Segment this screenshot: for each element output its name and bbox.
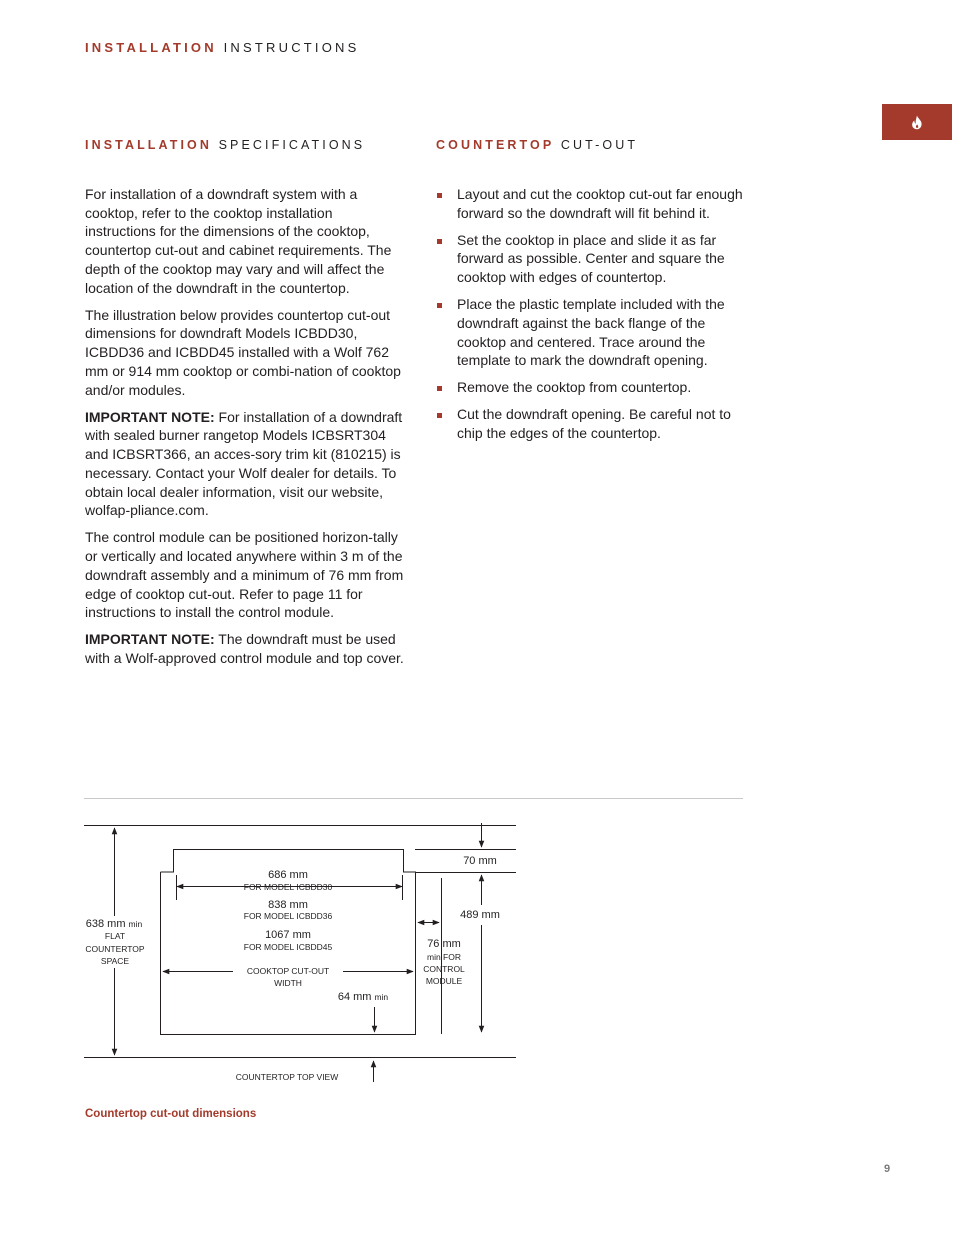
- bullet-square-icon: [437, 239, 442, 244]
- note-text: The downdraft must be used with a Wolf-approved control module and top cover.: [85, 631, 404, 667]
- section-title-specifications: [85, 138, 365, 152]
- step-list: [436, 185, 756, 443]
- dim-value: 64 mm: [337, 991, 372, 1003]
- flat-space-label: FLAT: [104, 931, 126, 941]
- list-item: [436, 378, 756, 397]
- cutout-width-label: COOKTOP CUT-OUT: [246, 966, 330, 976]
- paragraph: The illustration below provides countertop cut-out dimensions for downdraft Models ICBDD30, ICBDD36 and ICBDD45 installed with a Wolf 762 mm or 914 mm cooktop or combi-nation of cooktop and/or modules.: [85, 306, 401, 398]
- dim-label-686: 686 mm: [268, 869, 308, 881]
- model-label-36: FOR MODEL ICBDD36: [243, 911, 333, 921]
- model-label-30: FOR MODEL ICBDD30: [243, 882, 333, 892]
- page-number: 9: [884, 1163, 891, 1175]
- specifications-body: [85, 185, 407, 676]
- dim-label-70: 70 mm: [463, 855, 497, 867]
- header-rest: INSTRUCTIONS: [216, 40, 360, 55]
- note-text: For installation of a downdraft with sealed burner rangetop Models ICBSRT304 and ICBSRT366, an acces-sory trim kit (810215) is necessary. Contact your Wolf dealer for details. To obtain local dealer information, visit our website, wolfap-pliance.com.: [85, 408, 403, 519]
- list-item-text: Set the cooktop in place and slide it as far forward as possible. Center and square the cooktop with edges of countertop.: [457, 231, 725, 286]
- cutout-steps: [436, 185, 756, 451]
- flame-icon: [911, 115, 923, 130]
- model-label-45: FOR MODEL ICBDD45: [243, 942, 333, 952]
- list-item-text: Layout and cut the cooktop cut-out far enough forward so the downdraft will fit behind it.: [457, 186, 743, 221]
- section-title-rest: CUT-OUT: [554, 138, 639, 152]
- section-title-rest: SPECIFICATIONS: [212, 138, 366, 152]
- running-header: [85, 40, 360, 55]
- list-item: [436, 295, 756, 370]
- section-tab: [882, 104, 952, 140]
- list-item-text: Remove the cooktop from countertop.: [457, 379, 692, 396]
- paragraph: The control module can be positioned horizon-tally or vertically and located anywhere within 3 m of the downdraft assembly and a minimum of 76 mm from edge of cooktop cut-out. Refer to page 11 for instructions to install the control module.: [85, 529, 404, 621]
- paragraph: For installation of a downdraft system with a cooktop, refer to the cooktop installation instructions for the dimensions of the cooktop, countertop cut-out and cabinet requirements. The depth of the cooktop may vary and will affect the location of the downdraft in the countertop.: [85, 186, 392, 296]
- important-note: [85, 408, 407, 520]
- dim-min: min: [374, 992, 389, 1002]
- dim-label-638: [86, 918, 143, 930]
- list-item: [436, 185, 756, 222]
- note-label: IMPORTANT NOTE:: [85, 631, 215, 648]
- top-view-label: COUNTERTOP TOP VIEW: [235, 1072, 339, 1082]
- control-module-label: MODULE: [425, 976, 463, 986]
- dim-min: min: [128, 919, 143, 929]
- dim-label-64: [338, 991, 389, 1003]
- list-item: [436, 231, 756, 287]
- note-label: IMPORTANT NOTE:: [85, 408, 215, 425]
- bullet-square-icon: [437, 303, 442, 308]
- header-bold: INSTALLATION: [85, 40, 217, 55]
- bullet-square-icon: [437, 193, 442, 198]
- dim-label-838: 838 mm: [268, 899, 308, 911]
- control-module-label: CONTROL: [423, 964, 465, 974]
- dim-label-76: 76 mm: [427, 938, 461, 950]
- control-module-label: min FOR: [427, 952, 461, 962]
- flat-space-label: SPACE: [100, 956, 130, 966]
- section-title-bold: COUNTERTOP: [436, 138, 555, 152]
- list-item-text: Place the plastic template included with the downdraft against the back flange of the cooktop and centered. Trace around the template to mark the downdraft opening.: [457, 296, 725, 369]
- figure-caption: Countertop cut-out dimensions: [85, 1108, 257, 1120]
- section-title-cutout: [436, 138, 638, 152]
- flat-space-label: COUNTERTOP: [85, 944, 145, 954]
- bullet-square-icon: [437, 413, 442, 418]
- dim-value: 638 mm: [85, 918, 126, 930]
- section-title-bold: INSTALLATION: [85, 138, 213, 152]
- bullet-square-icon: [437, 386, 442, 391]
- important-note: [85, 630, 407, 667]
- divider: [84, 798, 743, 799]
- cutout-diagram: [0, 815, 540, 1090]
- dim-label-1067: 1067 mm: [265, 929, 311, 941]
- dim-label-489: 489 mm: [460, 909, 500, 921]
- list-item: [436, 405, 756, 442]
- list-item-text: Cut the downdraft opening. Be careful not to chip the edges of the countertop.: [457, 406, 731, 441]
- cutout-width-label: WIDTH: [274, 978, 302, 988]
